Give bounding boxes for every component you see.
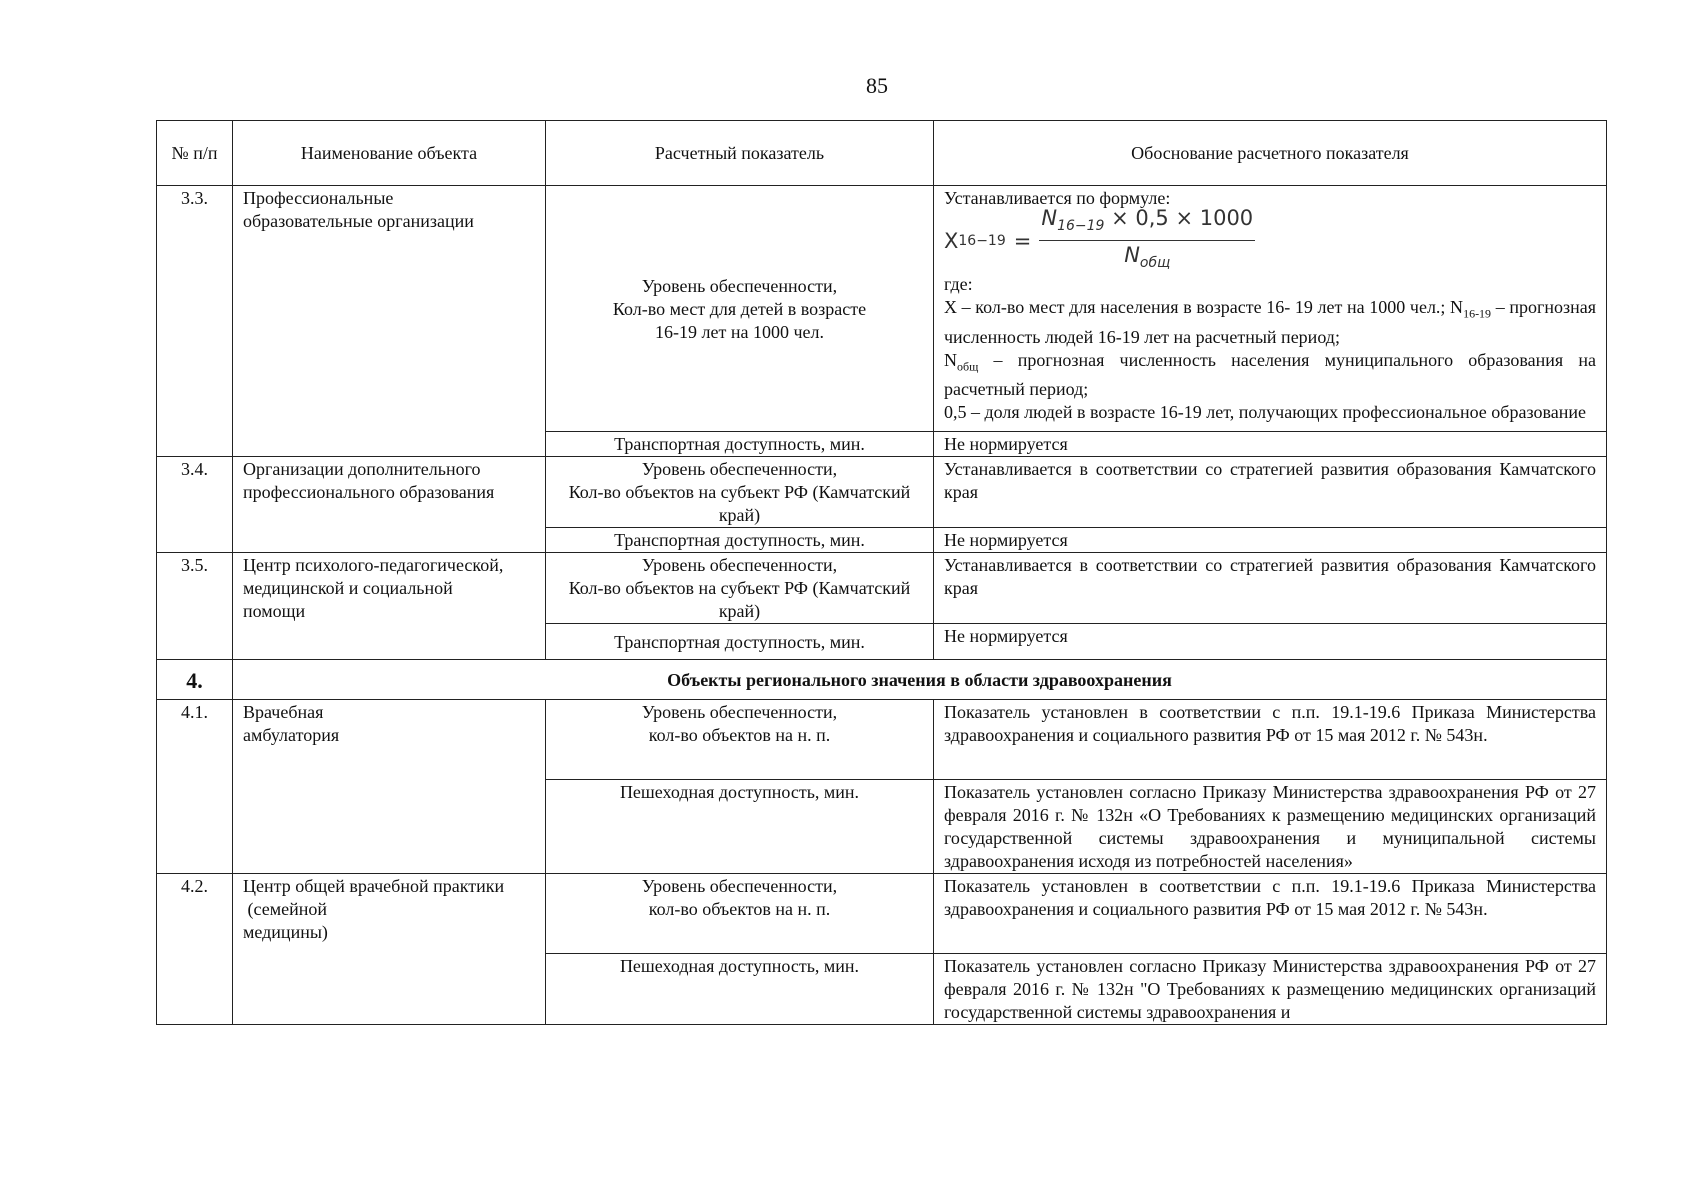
object-name: Врачебная амбулатория [233,700,546,874]
indicator-cell: Уровень обеспеченности, кол-во объектов на н. п. [546,700,934,780]
indicator-cell: Уровень обеспеченности, Кол-во объектов на субъект РФ (Камчатский край) [546,457,934,528]
section-title: Объекты регионального значения в области здравоохранения [233,660,1607,700]
table-row [157,457,1607,528]
row-number: 3.4. [157,457,233,553]
justification-cell: Не нормируется [934,528,1607,553]
table-row [157,874,1607,954]
justification-cell: Устанавливается по формуле: X 16−19 = $\frac{N_{16-19} \times 0,5 \times 1000}{N_{общ}}$ где: Х – кол-во мест для населения в возрасте 16- 19 лет на 1000 чел.; $N_{16-19}$ – прогнозная численность людей 16-19 лет на расчетный период; $N_{общ}$ – прогнозная численность населения муниципального образования на расчетный период; 0,5 – доля людей в возрасте 16-19 лет, получающих профессиональное образование [934,186,1607,432]
indicator-cell: Пешеходная доступность, мин. [546,780,934,874]
section-row [157,660,1607,700]
norms-table [156,120,1607,1025]
table-row [157,186,1607,432]
formula: X 16−19 = $\frac{N_{16-19} \times 0,5 \times 1000}{N_{общ}}$ [944,205,1254,272]
object-name: Профессиональные образовательные организации [233,186,546,457]
indicator-cell: Уровень обеспеченности, Кол-во объектов на субъект РФ (Камчатский край) [546,553,934,624]
object-name: Организации дополнительного профессионального образования [233,457,546,553]
indicator-cell: Транспортная доступность, мин. [546,528,934,553]
header-num: № п/п [157,121,233,186]
indicator-cell: Транспортная доступность, мин. [546,624,934,660]
row-number: 4.1. [157,700,233,874]
page-number: 85 [866,73,888,98]
justification-cell: Показатель установлен согласно Приказу Министерства здравоохранения РФ от 27 февраля 2016 г. № 132н "О Требованиях к размещению медицинских организаций государственной системы здравоохранения и [934,954,1607,1025]
table-header-row [157,121,1607,186]
header-indicator: Расчетный показатель [546,121,934,186]
indicator-cell: Уровень обеспеченности, Кол-во мест для детей в возрасте 16-19 лет на 1000 чел. [546,186,934,432]
justification-cell: Показатель установлен в соответствии с п.п. 19.1-19.6 Приказа Министерства здравоохранения и социального развития РФ от 15 мая 2012 г. № 543н. [934,700,1607,780]
justification-cell: Не нормируется [934,624,1607,660]
justification-cell: Показатель установлен в соответствии с п.п. 19.1-19.6 Приказа Министерства здравоохранения и социального развития РФ от 15 мая 2012 г. № 543н. [934,874,1607,954]
justification-cell: Устанавливается в соответствии со стратегией развития образования Камчатского края [934,457,1607,528]
header-name: Наименование объекта [233,121,546,186]
justification-cell: Показатель установлен согласно Приказу Министерства здравоохранения РФ от 27 февраля 2016 г. № 132н «О Требованиях к размещению медицинских организаций государственной системы здравоохранения и муниципальной системы здравоохранения исходя из потребностей населения» [934,780,1607,874]
object-name: Центр психолого-педагогической, медицинской и социальной помощи [233,553,546,660]
justification-cell: Устанавливается в соответствии со стратегией развития образования Камчатского края [934,553,1607,624]
table-row [157,553,1607,624]
header-justification: Обоснование расчетного показателя [934,121,1607,186]
table-row [157,700,1607,780]
section-number: 4. [157,660,233,700]
indicator-cell: Пешеходная доступность, мин. [546,954,934,1025]
justification-cell: Не нормируется [934,432,1607,457]
object-name: Центр общей врачебной практики (семейной медицины) [233,874,546,1025]
row-number: 4.2. [157,874,233,1025]
row-number: 3.3. [157,186,233,457]
indicator-cell: Уровень обеспеченности, кол-во объектов на н. п. [546,874,934,954]
row-number: 3.5. [157,553,233,660]
indicator-cell: Транспортная доступность, мин. [546,432,934,457]
